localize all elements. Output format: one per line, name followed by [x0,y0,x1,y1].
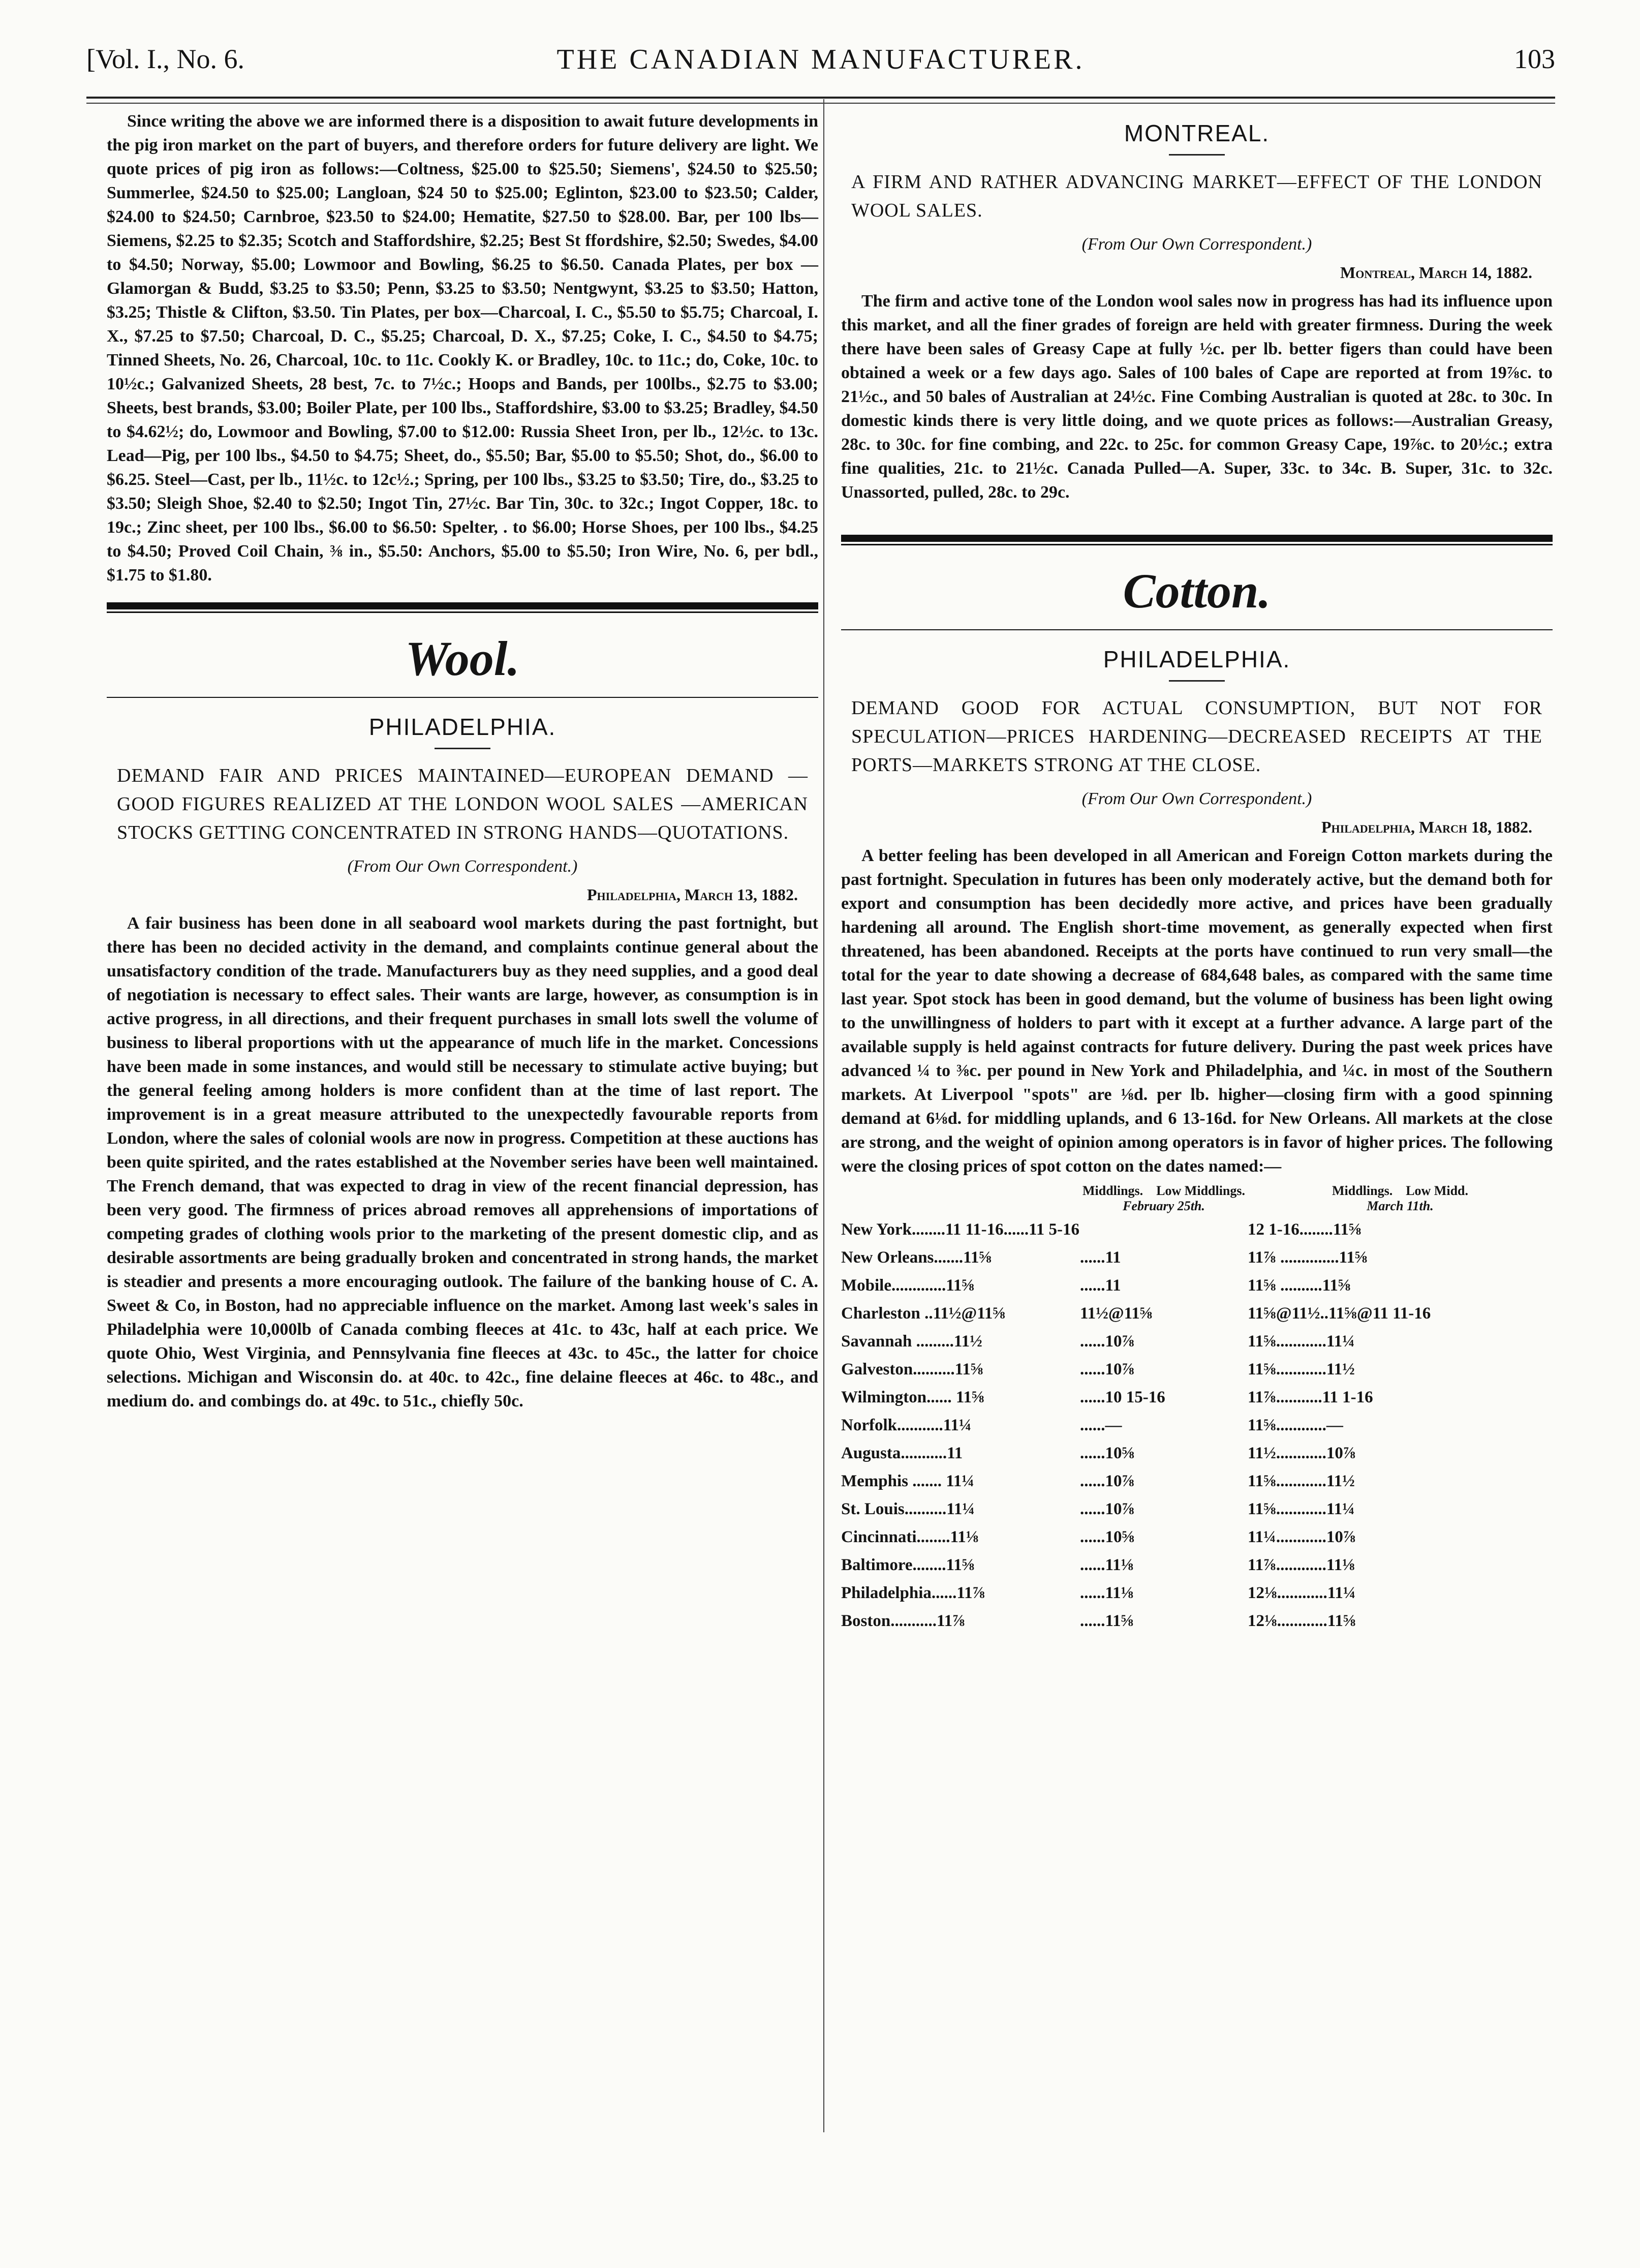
table-row [841,1495,1553,1523]
wool-section-title: Wool. [405,631,520,686]
table-row [841,1272,1553,1300]
feb-column-header [1080,1183,1248,1216]
row-march-prices: 11⅝............11¼ [1248,1332,1355,1351]
feb-middlings-label: Middlings. [1082,1183,1143,1198]
cotton-dateline: Philadelphia, March 18, 1882. [1321,818,1532,836]
row-march-prices: 11⅝ ..........11⅝ [1248,1276,1351,1295]
table-row [841,1579,1553,1607]
row-port-feb-middlings: Baltimore........11⅝ [841,1556,975,1574]
table-row [841,1467,1553,1495]
row-march-prices: 11½............10⅞ [1248,1444,1356,1462]
montreal-subheading: A FIRM AND RATHER ADVANCING MARKET—EFFECT OF THE LONDON WOOL SALES. [851,171,1542,221]
row-feb-low-middlings: ......10⅞ [1080,1360,1135,1378]
montreal-dateline: Montreal, March 14, 1882. [1340,263,1532,282]
wool-city-rule [435,748,490,749]
wool-article-body: A fair business has been done in all seaboard wool markets during the past fortnight, but there has been no decided activity in the demand, and complaints continue general about the unsatisfactory condition of the trade. Manufacturers buy as they need supplies, and a good deal of negotiation is necessary to effect sales. Their wants are large, however, as consumption is in active progress, in all directions, and their frequent purchases in small lots swell the volume of business to liberal proportions with ut the appearance of much life in the market. Concessions have been made in some instances, and would still be necessary to stimulate active buying; but the general feeling among holders is more confident than at the time of last report. The improvement is in a great measure attributed to the unexpectedly favourable reports from London, where the sales of colonial wools are now in progress. Competition at these auctions has been quite spirited, and the rates established at the November series have been well maintained. The French demand, that was expected to drag in view of the recent financial depression, has been very good. The firmness of prices abroad removes all apprehensions of importations of competing grades of clothing wools prior to the marketing of the present domestic clip, and as desirable assortments are being gradually broken and concentrated in strong hands, the market is steadier and presents a more encouraging outlook. The failure of the banking house of C. A. Sweet & Co, in Boston, had no appreciable influence on the market. Among last week's sales in Philadelphia were 10,000lb of Canada combing fleeces at 41c. to 43c, half at each price. We quote Ohio, West Virginia, and Pennsylvania fine fleeces at 43c. to 45c., the latter for choice selections. Michigan and Wisconsin do. at 40c. to 42c., fine delaine fleeces at 46c. to 48c., and medium do. and combings do. at 49c. to 51c., chiefly 50c. [107,914,818,1411]
header-rule-thin [86,103,1555,104]
table-row [841,1412,1553,1439]
row-feb-low-middlings: ......10⅞ [1080,1472,1135,1490]
mar-date-label: March 11th. [1367,1199,1434,1213]
row-feb-low-middlings: ......11 [1080,1276,1121,1295]
row-feb-low-middlings: ......10 15-16 [1080,1388,1165,1406]
row-feb-low-middlings: ......11 [1080,1248,1121,1267]
row-port-feb-middlings: New Orleans.......11⅝ [841,1248,992,1267]
cotton-price-table [841,1183,1553,1635]
table-row [841,1523,1553,1551]
section-rule-thin [107,611,818,613]
cotton-section-rule [841,535,1553,542]
mar-middlings-label: Middlings. [1332,1183,1393,1198]
row-port-feb-middlings: Cincinnati........11⅛ [841,1528,979,1546]
wool-title-rule [107,697,818,698]
row-port-feb-middlings: Philadelphia......11⅞ [841,1584,985,1602]
row-port-feb-middlings: Boston...........11⅞ [841,1612,965,1630]
cotton-city-rule [1169,680,1225,682]
iron-prices-article [107,109,818,587]
row-port-feb-middlings: Galveston..........11⅝ [841,1360,983,1378]
row-march-prices: 11¼............10⅞ [1248,1528,1356,1546]
wool-dateline: Philadelphia, March 13, 1882. [587,885,798,904]
left-column [107,109,818,1413]
row-port-feb-middlings: Charleston ..11½@11⅝ [841,1304,1006,1323]
table-row [841,1384,1553,1412]
row-march-prices: 12 1-16........11⅝ [1248,1220,1361,1239]
montreal-city-rule [1169,154,1225,156]
row-port-feb-middlings: St. Louis..........11¼ [841,1500,975,1518]
row-feb-low-middlings: ......10⅞ [1080,1332,1135,1351]
row-march-prices: 11⅝............11½ [1248,1472,1355,1490]
row-march-prices: 11⅝............11½ [1248,1360,1355,1378]
row-port-feb-middlings: Memphis ....... 11¼ [841,1472,975,1490]
feb-low-middlings-label: Low Middlings. [1156,1183,1246,1198]
row-feb-low-middlings: ......10⅞ [1080,1500,1135,1518]
iron-prices-paragraph: Since writing the above we are informed there is a disposition to await future developments in the pig iron market on the part of buyers, and therefore orders for future delivery are light. We quote prices of pig iron as follows:—Coltness, $25.00 to $25.50; Siemens', $24.50 to $25.50; Summerlee, $24.50 to $25.00; Langloan, $24 50 to $25.00; Eglinton, $23.00 to $23.50; Calder, $24.00 to $24.50; Carnbroe, $23.50 to $24.00; Hematite, $27.50 to $28.00. Bar, per 100 lbs—Siemens, $2.25 to $2.35; Scotch and Staffordshire, $2.25; Best St ffordshire, $2.50; Swedes, $4.00 to $4.50; Norway, $5.00; Lowmoor and Bowling, $6.25 to $6.50. Canada Plates, per box — Glamorgan & Budd, $3.25 to $3.50; Penn, $3.25 to $3.50; Nentgwynt, $3.25 to $3.50; Hatton, $3.25; Thistle & Clifton, $3.50. Tin Plates, per box—Charcoal, I. C., $5.50 to $5.75; Charcoal, I. X., $7.25 to $7.50; Charcoal, D. C., $5.25; Charcoal, D. X., $7.25; Coke, I. C., $4.50 to $4.75; Tinned Sheets, No. 26, Charcoal, 10c. to 11c. Cookly K. or Bradley, 10c. to 11c.; do, Coke, 10c. to 10½c.; Galvanized Sheets, 28 best, 7c. to 7½c.; Hoops and Bands, per 100lbs., $2.75 to $3.00; Sheets, best brands, $3.00; Boiler Plate, per 100 lbs., Staffordshire, $3.00 to $3.25; Bradley, $4.50 to $4.62½; do, Lowmoor and Bowling, $7.00 to $12.00: Russia Sheet Iron, per lb., 12½c. to 13c. Lead—Pig, per 100 lbs., $4.50 to $4.75; Sheet, do., $5.50; Bar, $5.00 to $5.50; Shot, do., $6.00 to $6.25. Steel—Cast, per lb., 11½c. to 12c½.; Spring, per 100 lbs., $3.25 to $3.50; Tire, do., $3.25 to $3.50; Sleigh Shoe, $2.40 to $2.50; Ingot Tin, 27½c. Bar Tin, 30c. to 32c.; Ingot Copper, 18c. to 19c.; Zinc sheet, per 100 lbs., $6.00 to $6.50: Spelter, . to $6.00; Horse Shoes, per 100 lbs., $4.25 to $4.50; Proved Coil Chain, ⅜ in., $5.50: Anchors, $5.00 to $5.50; Iron Wire, No. 6, per bdl., $1.75 to $1.80. [107,112,818,585]
row-port-feb-middlings: Mobile.............11⅝ [841,1276,975,1295]
row-feb-low-middlings: ......11⅛ [1080,1584,1134,1602]
montreal-article [841,289,1553,504]
wool-article [107,911,818,1413]
row-port-feb-middlings: Wilmington...... 11⅝ [841,1388,984,1406]
row-march-prices: 12⅛............11⅝ [1248,1612,1356,1630]
mar-column-header [1248,1183,1553,1216]
cotton-subheading: DEMAND GOOD FOR ACTUAL CONSUMPTION, BUT NOT FOR SPECULATION—PRICES HARDENING—DECREASED RECEIPTS AT THE PORTS—MARKETS STRONG AT THE CLOSE. [851,697,1542,776]
row-feb-low-middlings: ......11⅝ [1080,1612,1134,1630]
row-port-feb-middlings: New York........11 11-16......11 5-16 [841,1220,1080,1239]
row-port-feb-middlings: Savannah .........11½ [841,1332,982,1351]
table-row [841,1244,1553,1272]
table-row [841,1607,1553,1635]
section-rule [107,602,818,609]
cotton-byline: (From Our Own Correspondent.) [1081,789,1312,808]
row-march-prices: 11⅝@11½..11⅝@11 11-16 [1248,1304,1431,1323]
column-divider [823,99,824,2132]
montreal-byline: (From Our Own Correspondent.) [1081,235,1312,254]
cotton-section-title: Cotton. [1123,564,1271,618]
table-row [841,1300,1553,1328]
table-row [841,1356,1553,1384]
table-row [841,1551,1553,1579]
wool-city-heading: PHILADELPHIA. [368,714,556,740]
row-march-prices: 11⅝............11¼ [1248,1500,1355,1518]
table-row [841,1439,1553,1467]
table-row [841,1216,1553,1244]
wool-byline: (From Our Own Correspondent.) [347,857,578,876]
row-feb-low-middlings: ......— [1080,1416,1122,1434]
price-table-body [841,1216,1553,1635]
cotton-section-rule-thin [841,544,1553,545]
row-port-feb-middlings: Augusta...........11 [841,1444,963,1462]
table-row [841,1328,1553,1356]
row-feb-low-middlings: ......10⅝ [1080,1444,1135,1462]
row-feb-low-middlings: ......10⅝ [1080,1528,1135,1546]
page-header [86,43,1555,89]
row-march-prices: 11⅝............— [1248,1416,1343,1434]
cotton-city-heading: PHILADELPHIA. [1103,646,1291,672]
mar-low-midd-label: Low Midd. [1406,1183,1469,1198]
journal-title: THE CANADIAN MANUFACTURER. [556,44,1085,75]
wool-subheading: DEMAND FAIR AND PRICES MAINTAINED—EUROPEAN DEMAND —GOOD FIGURES REALIZED AT THE LONDON WOOL SALES —AMERICAN STOCKS GETTING CONCENTRATED IN STRONG HANDS—QUOTATIONS. [117,765,808,843]
header-rule [86,97,1555,99]
row-march-prices: 12⅛............11¼ [1248,1584,1356,1602]
cotton-title-rule [841,629,1553,630]
montreal-article-body: The firm and active tone of the London wool sales now in progress has had its influence upon this market, and all the finer grades of foreign are held with greater firmness. During the week there have been sales of Greasy Cape at fully ½c. per lb. better figers than could have been obtained a week or a few days ago. Sales of 100 bales of Cape are reported at from 19⅞c. to 21½c., and 50 bales of Australian at 24½c. Fine Combing Australian is quoted at 28c. to 30c. In domestic kinds there is very little doing, and we quote prices as follows:—Australian Greasy, 28c. to 30c. for fine combing, and 22c. to 25c. for common Greasy Cape, 19⅞c. to 20½c.; extra fine qualities, 21c. to 21½c. Canada Pulled—A. Super, 33c. to 34c. B. Super, 31c. to 32c. Unassorted, pulled, 28c. to 29c. [841,292,1553,502]
row-feb-low-middlings [1080,1216,1248,1244]
volume-label: [Vol. I., No. 6. [86,44,245,74]
row-march-prices: 11⅞...........11 1-16 [1248,1388,1373,1406]
row-port-feb-middlings: Norfolk...........11¼ [841,1416,972,1434]
montreal-city-heading: MONTREAL. [1124,120,1270,146]
row-feb-low-middlings: 11½@11⅝ [1080,1304,1153,1323]
row-march-prices: 11⅞ ..............11⅝ [1248,1248,1368,1267]
cotton-article-body: A better feeling has been developed in all American and Foreign Cotton markets during the past fortnight. Speculation in futures has been only moderately active, but the demand both for export and consumption has been decidedly more active, and prices have been gradually hardening all around. The English short-time movement, as generally expected when first threatened, has been abandoned. Receipts at the ports have continued to run very small—the total for the year to date showing a decrease of 684,648 bales, as compared with the same time last year. Spot stock has been in good demand, but the volume of business has been light owing to the unwillingness of holders to part with it except at a further advance. A large part of the available supply is held against contracts for future delivery. During the past week prices have advanced ¼ to ⅜c. per pound in New York and Philadelphia, and ¼c. in most of the Southern markets. At Liverpool "spots" are ⅛d. per lb. higher—closing firm with a good spinning demand at 6⅛d. for middling uplands, and 6 13-16d. for New Orleans. All markets at the close are strong, and the weight of opinion among operators is in favor of higher prices. The following were the closing prices of spot cotton on the dates named:— [841,846,1553,1176]
page-number: 103 [1514,44,1555,74]
price-table-header [841,1183,1553,1216]
row-feb-low-middlings: ......11⅛ [1080,1556,1134,1574]
row-march-prices: 11⅞............11⅛ [1248,1556,1355,1574]
cotton-article [841,844,1553,1178]
right-column [841,109,1553,1635]
feb-date-label: February 25th. [1123,1199,1205,1213]
